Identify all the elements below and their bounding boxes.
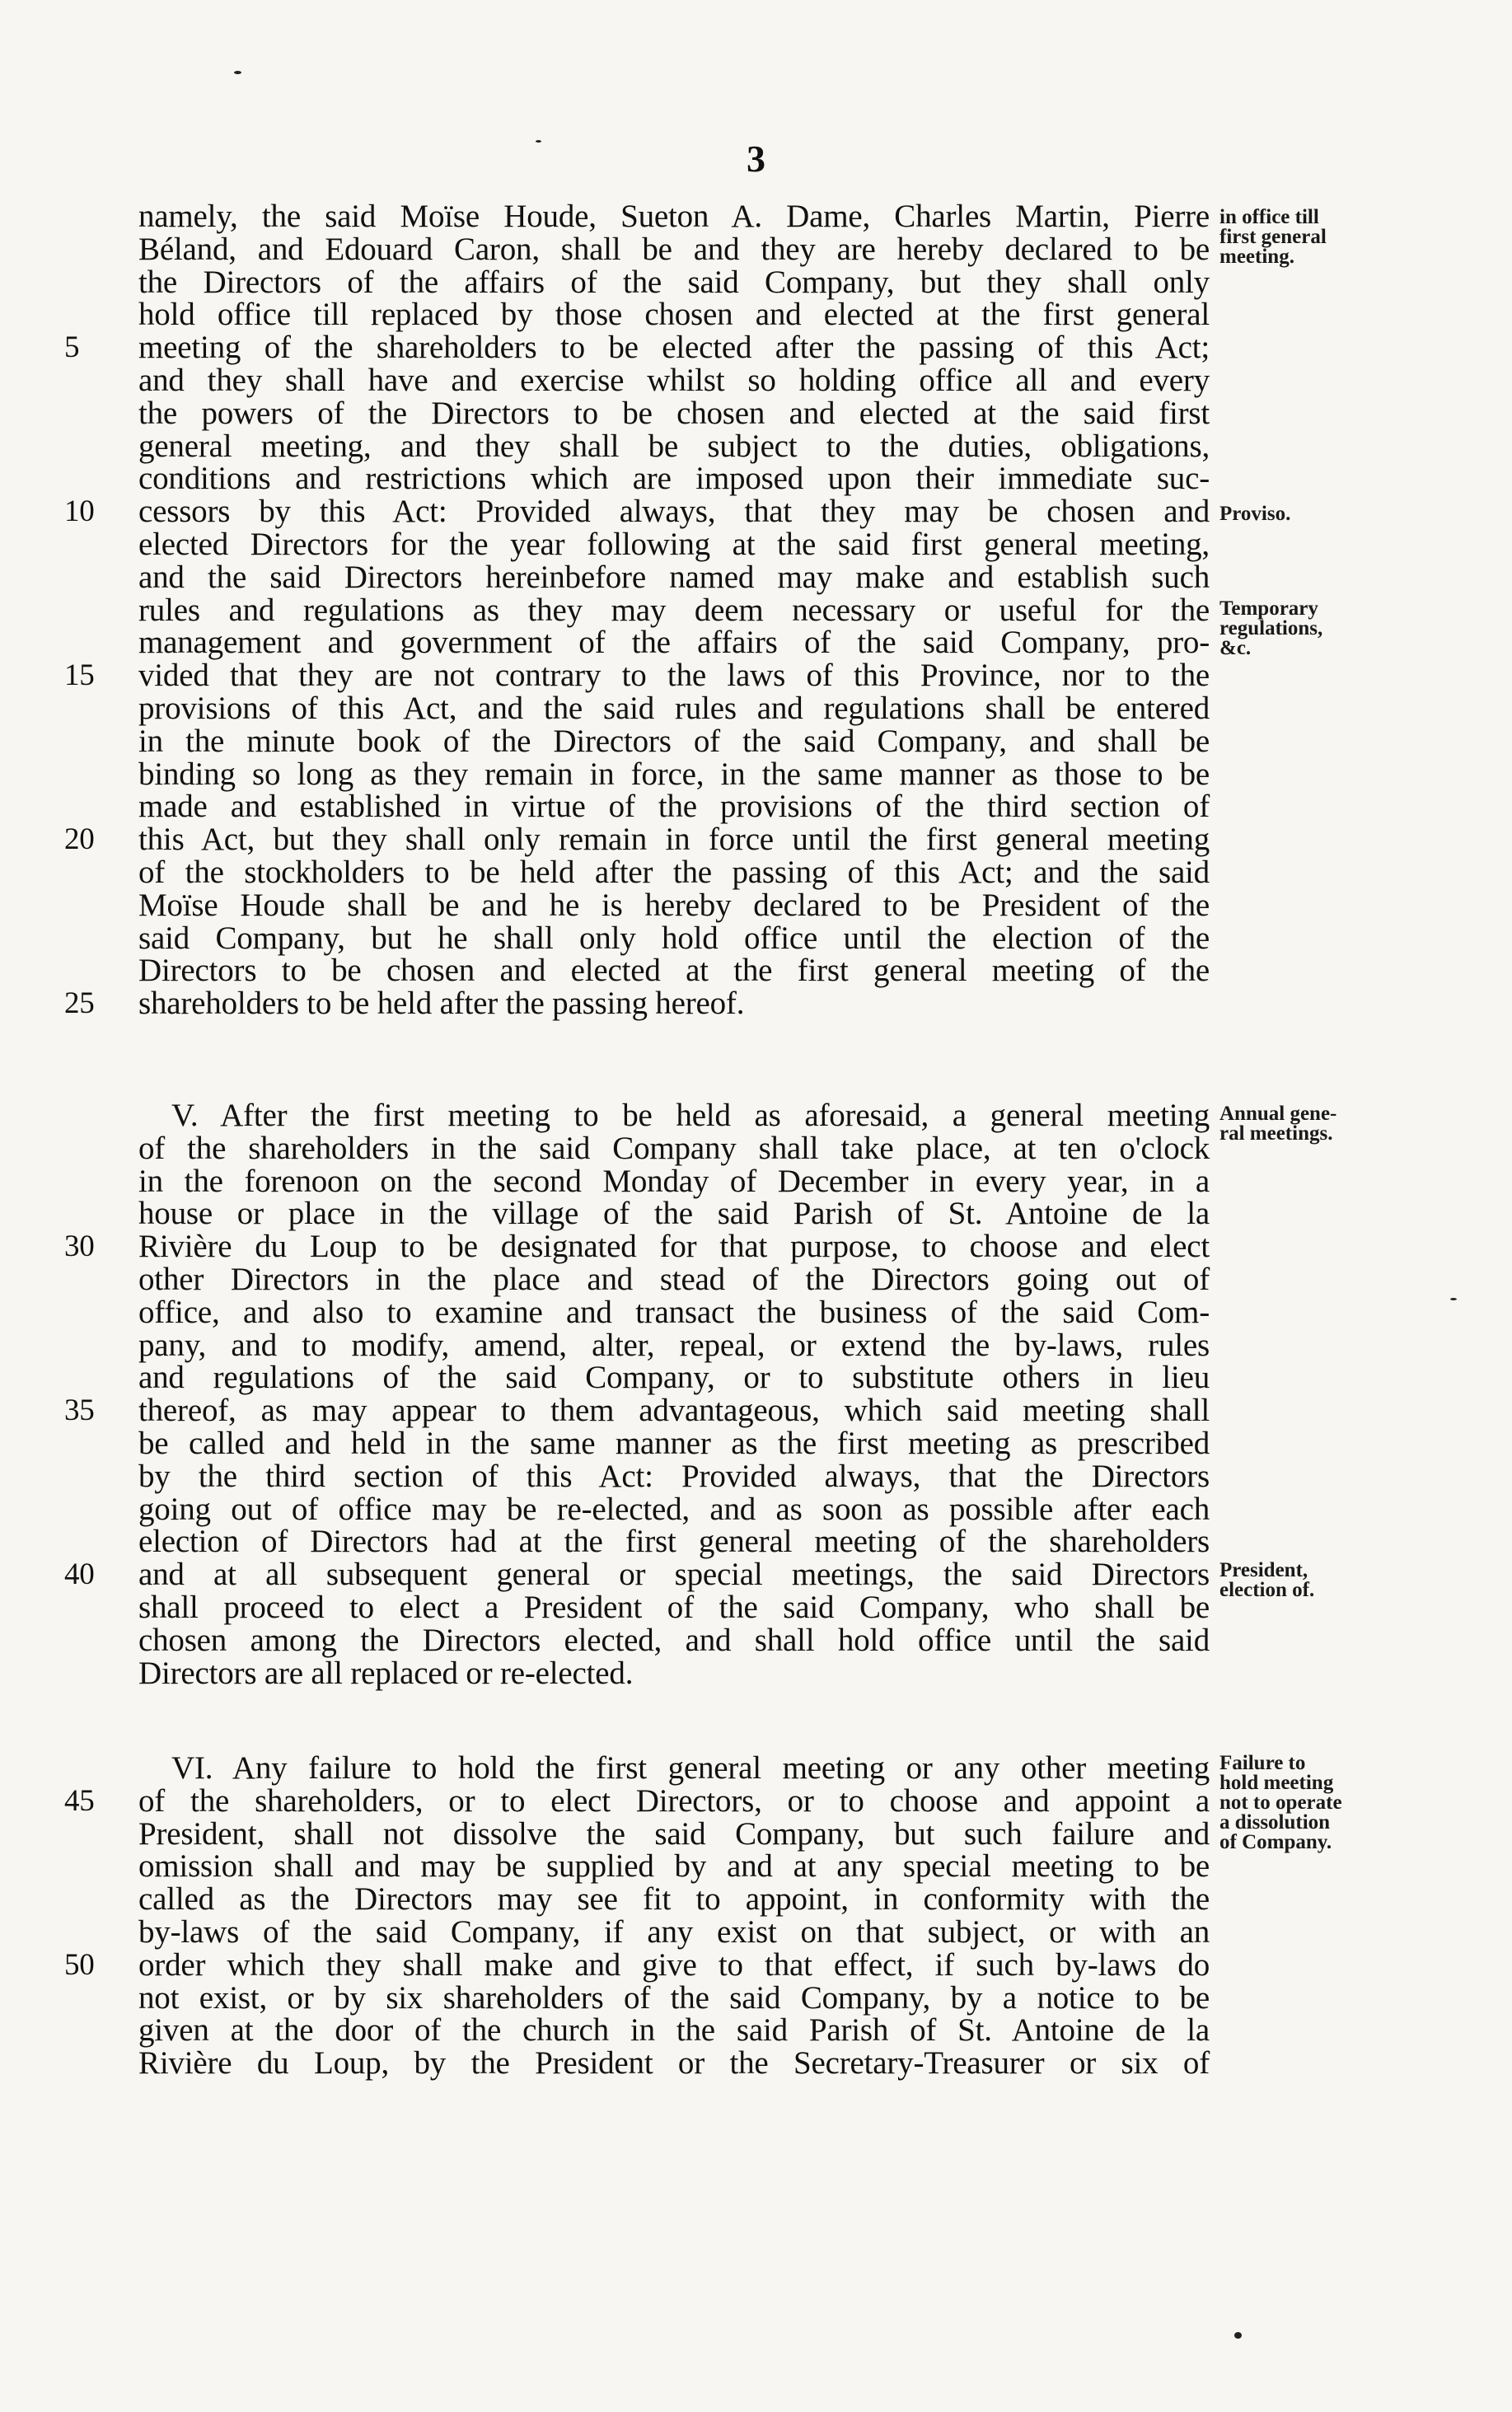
text-line: elected Directors for the year following at the said first general meeting,	[138, 526, 1210, 562]
text-line: given at the door of the church in the said Parish of St. Antoine de la	[138, 2012, 1210, 2049]
text-line: pany, and to modify, amend, alter, repeal, or extend the by-laws, rules	[138, 1327, 1210, 1363]
text-line: house or place in the village of the said Parish of St. Antoine de la	[138, 1196, 1210, 1232]
text-line: the powers of the Directors to be chosen and elected at the said first	[138, 395, 1210, 431]
text-line: not exist, or by six shareholders of the said Company, by a notice to be	[138, 1979, 1210, 2016]
text-line: the Directors of the affairs of the said Company, but they shall only	[138, 264, 1210, 300]
text-line: namely, the said Moïse Houde, Sueton A. Dame, Charles Martin, Pierre	[138, 199, 1210, 234]
text-line: President, shall not dissolve the said Company, but such failure and	[138, 1815, 1210, 1852]
text-line: of the shareholders in the said Company shall take place, at ten o'clock	[138, 1130, 1210, 1166]
line-number: 20	[64, 822, 95, 857]
margin-note-annual-meetings: Annual gene- ral meetings.	[1219, 1103, 1337, 1145]
text-line: in the forenoon on the second Monday of December in every year, in a	[138, 1163, 1210, 1199]
text-line: management and government of the affairs of the said Company, pro-	[138, 625, 1210, 661]
text-line: said Company, but he shall only hold office until the election of the	[138, 920, 1210, 956]
text-line: called as the Directors may see fit to appoint, in conformity with the	[138, 1881, 1210, 1918]
page-number: 3	[747, 138, 765, 180]
line-number: 35	[64, 1393, 95, 1428]
text-line: Directors to be chosen and elected at the first general meeting of the	[138, 953, 1210, 989]
text-line: V. After the first meeting to be held as aforesaid, a general meeting	[171, 1098, 1210, 1133]
text-line: and regulations of the said Company, or to substitute others in lieu	[138, 1360, 1210, 1396]
text-line: by the third section of this Act: Provided always, that the Directors	[138, 1458, 1210, 1494]
text-line: in the minute book of the Directors of the said Company, and shall be	[138, 723, 1210, 759]
line-number: 50	[64, 1947, 95, 1982]
scan-speck	[536, 140, 541, 143]
text-line: VI. Any failure to hold the first general meeting or any other meeting	[171, 1750, 1210, 1786]
line-number: 15	[64, 658, 95, 693]
text-line: election of Directors had at the first general meeting of the shareholders	[138, 1524, 1210, 1560]
text-line: and the said Directors hereinbefore named may make and establish such	[138, 559, 1210, 595]
text-line: made and established in virtue of the provisions of the third section of	[138, 789, 1210, 825]
text-line: rules and regulations as they may deem necessary or useful for the	[138, 592, 1210, 628]
paragraph-section-6	[64, 1750, 1210, 2082]
margin-note-failure-to-hold-meeting: Failure to hold meeting not to operate a dissolution of Company.	[1219, 1752, 1342, 1853]
margin-note-temporary-regulations: Temporary regulations, &c.	[1219, 597, 1323, 659]
margin-note-president-election: President, election of.	[1219, 1559, 1315, 1601]
text-line: by-laws of the said Company, if any exist on that subject, or with an	[138, 1913, 1210, 1950]
text-line: and they shall have and exercise whilst so holding office all and every	[138, 362, 1210, 398]
text-line: binding so long as they remain in force, in the same manner as those to be	[138, 756, 1210, 792]
text-line: 50 order which they shall make and give to that effect, if such by-laws do	[64, 1946, 1210, 1983]
scan-speck	[1450, 1298, 1457, 1300]
text-line: be called and held in the same manner as the first meeting as prescribed	[138, 1425, 1210, 1461]
text-line: 35 thereof, as may appear to them advantageous, which said meeting shall	[64, 1393, 1210, 1429]
text-line: 15 vided that they are not contrary to the laws of this Province, nor to the	[64, 658, 1210, 694]
line-number: 5	[64, 330, 80, 365]
margin-note-proviso: Proviso.	[1219, 503, 1291, 525]
text-line: Moïse Houde shall be and he is hereby declared to be President of the	[138, 887, 1210, 923]
text-line: chosen among the Directors elected, and shall hold office until the said	[138, 1622, 1210, 1658]
text-line: 25 shareholders to be held after the passing hereof.	[64, 986, 745, 1022]
paragraph-section-5	[64, 1098, 1210, 1691]
line-number: 25	[64, 986, 95, 1021]
text-line: of the stockholders to be held after the passing of this Act; and the said	[138, 854, 1210, 890]
text-line: 45 of the shareholders, or to elect Directors, or to choose and appoint a	[64, 1782, 1210, 1819]
scan-speck	[1234, 2332, 1242, 2339]
margin-note-office-till-meeting: in office till first general meeting.	[1219, 206, 1327, 268]
text-line: 10 cessors by this Act: Provided always, that they may be chosen and	[64, 494, 1210, 530]
text-line: 40 and at all subsequent general or special meetings, the said Directors	[64, 1557, 1210, 1593]
text-line: 20 this Act, but they shall only remain in force until the first general meeting	[64, 822, 1210, 858]
paragraph-section-4-continued	[64, 199, 1210, 1022]
text-line: omission shall and may be supplied by and at any special meeting to be	[138, 1848, 1210, 1885]
text-line: conditions and restrictions which are imposed upon their immediate suc-	[138, 461, 1210, 497]
line-number: 40	[64, 1557, 95, 1592]
text-line: Rivière du Loup, by the President or the Secretary-Treasurer or six of	[138, 2045, 1210, 2082]
line-number: 30	[64, 1229, 95, 1264]
line-number: 10	[64, 494, 95, 529]
text-line: 5 meeting of the shareholders to be elected after the passing of this Act;	[64, 330, 1210, 366]
text-line: Directors are all replaced or re-elected.	[138, 1655, 634, 1691]
scan-speck	[234, 71, 241, 74]
text-line: going out of office may be re-elected, and as soon as possible after each	[138, 1491, 1210, 1527]
text-line: other Directors in the place and stead of the Directors going out of	[138, 1261, 1210, 1297]
text-line: provisions of this Act, and the said rules and regulations shall be entered	[138, 690, 1210, 726]
text-line: office, and also to examine and transact the business of the said Com-	[138, 1294, 1210, 1330]
text-line: shall proceed to elect a President of the said Company, who shall be	[138, 1589, 1210, 1625]
text-line: hold office till replaced by those chosen and elected at the first general	[138, 297, 1210, 333]
line-number: 45	[64, 1783, 95, 1818]
text-line: 30 Rivière du Loup to be designated for that purpose, to choose and elect	[64, 1229, 1210, 1265]
text-line: Béland, and Edouard Caron, shall be and they are hereby declared to be	[138, 231, 1210, 267]
text-line: general meeting, and they shall be subject to the duties, obligations,	[138, 428, 1210, 464]
